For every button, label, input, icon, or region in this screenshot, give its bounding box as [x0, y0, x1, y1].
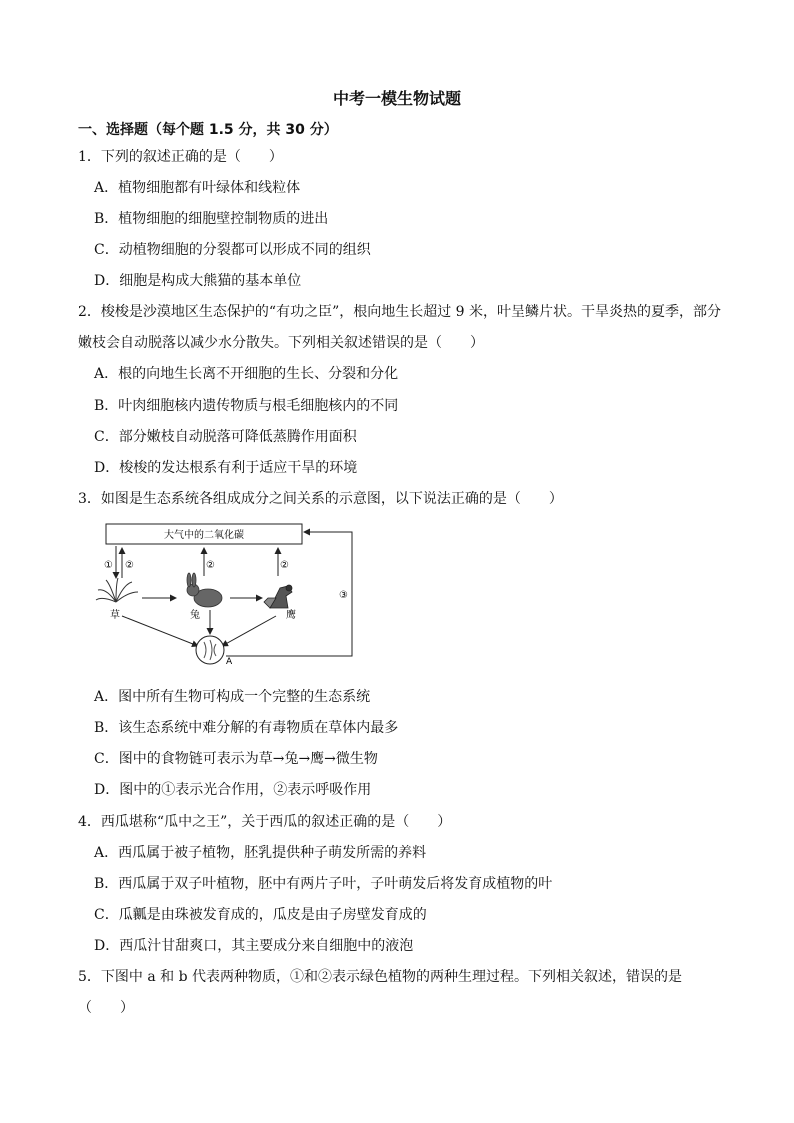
marker-3: ③ — [339, 590, 348, 601]
question-4-option-b: B．西瓜属于双子叶植物，胚中有两片子叶，子叶萌发后将发育成植物的叶 — [94, 876, 553, 892]
question-2-option-a: A．根的向地生长离不开细胞的生长、分裂和分化 — [94, 366, 399, 382]
question-4-option-d: D．西瓜汁甘甜爽口，其主要成分来自细胞中的液泡 — [94, 938, 414, 954]
marker-2c: ② — [280, 560, 289, 571]
question-1-option-d: D．细胞是构成大熊猫的基本单位 — [94, 273, 302, 289]
arrow-grass-decomposer — [122, 616, 198, 646]
ecosystem-diagram — [92, 518, 362, 670]
question-1-stem: 1．下列的叙述正确的是（ ） — [78, 149, 283, 165]
question-4-stem: 4．西瓜堪称“瓜中之王”，关于西瓜的叙述正确的是（ ） — [78, 814, 452, 830]
question-4-option-c: C．瓜瓤是由珠被发育成的，瓜皮是由子房壁发育成的 — [94, 907, 427, 923]
eagle-icon — [264, 585, 292, 608]
question-3-option-d: D．图中的①表示光合作用，②表示呼吸作用 — [94, 782, 372, 798]
question-2-option-d: D．梭梭的发达根系有利于适应干旱的环境 — [94, 460, 358, 476]
eagle-label: 鹰 — [286, 610, 296, 621]
grass-icon — [96, 578, 138, 602]
co2-label: 大气中的二氧化碳 — [164, 530, 244, 541]
question-1-option-b: B．植物细胞的细胞壁控制物质的进出 — [94, 211, 329, 227]
question-2-stem-line2: 嫩枝会自动脱落以减少水分散失。下列相关叙述错误的是（ ） — [78, 335, 484, 351]
arrow-eagle-decomposer — [222, 616, 276, 646]
question-2-option-c: C．部分嫩枝自动脱落可降低蒸腾作用面积 — [94, 429, 357, 445]
grass-label: 草 — [110, 610, 120, 621]
marker-1: ① — [104, 560, 113, 571]
question-2-option-b: B．叶肉细胞核内遗传物质与根毛细胞核内的不同 — [94, 398, 399, 414]
decomposer-label: A — [226, 657, 233, 667]
rabbit-icon — [187, 573, 222, 607]
page-title: 中考一模生物试题 — [332, 89, 461, 108]
marker-2b: ② — [206, 560, 215, 571]
section-heading: 一、选择题（每个题 1.5 分，共 30 分） — [78, 122, 338, 138]
question-3-stem: 3．如图是生态系统各组成成分之间关系的示意图，以下说法正确的是（ ） — [78, 491, 563, 507]
marker-2a: ② — [125, 560, 134, 571]
question-2-stem-line1: 2．梭梭是沙漠地区生态保护的“有功之臣”，根向地生长超过 9 米，叶呈鳞片状。干旱炎热的夏季，部分 — [78, 304, 722, 320]
question-3-option-c: C．图中的食物链可表示为草→兔→鹰→微生物 — [94, 751, 378, 767]
question-3-option-a: A．图中所有生物可构成一个完整的生态系统 — [94, 689, 371, 705]
question-1-option-a: A．植物细胞都有叶绿体和线粒体 — [94, 180, 301, 196]
question-3-option-b: B．该生态系统中难分解的有毒物质在草体内最多 — [94, 720, 399, 736]
question-5-stem-line1: 5．下图中 a 和 b 代表两种物质，①和②表示绿色植物的两种生理过程。下列相关叙述，错误的是 — [78, 969, 683, 985]
question-1-option-c: C．动植物细胞的分裂都可以形成不同的组织 — [94, 242, 371, 258]
rabbit-label: 兔 — [190, 610, 200, 621]
question-4-option-a: A．西瓜属于被子植物，胚乳提供种子萌发所需的养料 — [94, 845, 427, 861]
question-5-stem-line2: （ ） — [78, 1000, 134, 1016]
